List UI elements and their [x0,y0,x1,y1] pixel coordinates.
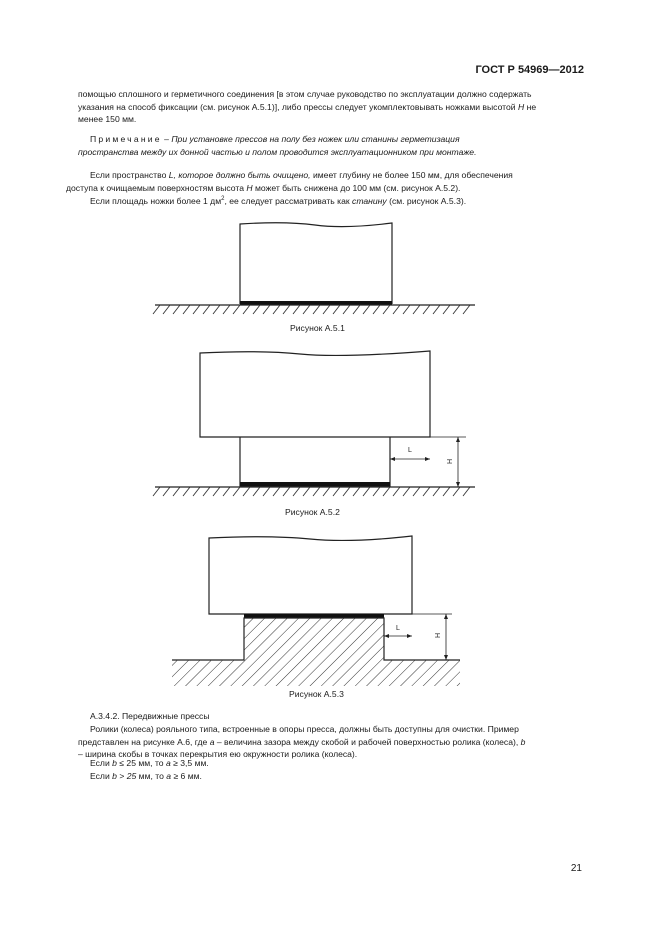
fig3-base-hatch [244,618,384,686]
fig2-press-body [200,351,430,437]
paragraph-fixation: помощью сплошного и герметичного соединения [в этом случае руководство по эксплуатации должно содержать указания на способ фиксации (см. рисунок А.5.1)], либо прессы следует укомплектовывать ножками высотой H не менее 150 мм. [78,89,537,125]
fig2-l-arrow-left [390,457,395,461]
fig3-h-arrow-bottom [444,655,448,660]
fig3-l-arrow-left [384,634,389,638]
note-label: Примечание [90,134,162,144]
paragraph-foot-area: Если площадь ножки более 1 $дм^2$, ее следует рассматривать как станину (см. рисунок А.5.3). [90,195,467,206]
paragraph-space-L: Если пространство L, которое должно быть очищено, имеет глубину не более 150 мм, для обеспечения доступа к очищаемым поверхностям высота H может быть снижена до 100 мм (см. рисунок А.5.2). [66,170,513,193]
figure-a51 [153,223,475,314]
fig2-h-arrow-top [456,437,460,442]
fig3-ground-hatch-right [384,660,460,686]
page-number: 21 [570,863,582,874]
section-heading: А.3.4.2. Передвижные прессы [90,711,210,721]
fig3-l-arrow-right [407,634,412,638]
fig3-ground-hatch-left [172,660,244,686]
fig3-label-H: H [435,632,443,639]
fig2-label-L: L [408,447,412,454]
fig2-floor-hatch [153,487,470,496]
fig1-floor-hatch [153,305,470,314]
figure-a51-caption: Рисунок А.5.1 [290,323,345,333]
figure-a52-caption: Рисунок А.5.2 [285,507,340,517]
fig2-l-arrow-right [425,457,430,461]
fig2-seal [240,482,390,486]
condition-2: Если b > 25 мм, то a ≥ 6 мм. [90,771,202,781]
condition-1: Если b ≤ 25 мм, то a ≥ 3,5 мм. [90,758,209,768]
paragraph-rollers: Ролики (колеса) рояльного типа, встроенные в опоры пресса, должны быть доступны для очистки. Пример представлен на рисунке А.6, где a – величина зазора между скобой и рабочей поверхностью ролика (колеса), b – ширина скобы в точках перекрытия ею окружности ролика (колеса). [78,724,526,760]
fig3-label-L: L [396,625,400,632]
figure-a53 [172,536,460,686]
figure-a52 [153,351,475,496]
fig3-press-body [209,536,412,614]
note-paragraph: Примечание – При установке прессов на полу без ножек или станины герметизация пространства между их донной частью и полом проводится эксплуатационником при монтаже. [78,134,477,157]
fig2-stand [240,437,390,486]
figure-a53-caption: Рисунок А.5.3 [289,689,344,699]
document-code: ГОСТ Р 54969—2012 [475,64,584,76]
fig1-press-body [240,223,392,304]
fig2-label-H: H [447,458,455,465]
fig3-h-arrow-top [444,614,448,619]
fig2-h-arrow-bottom [456,482,460,487]
